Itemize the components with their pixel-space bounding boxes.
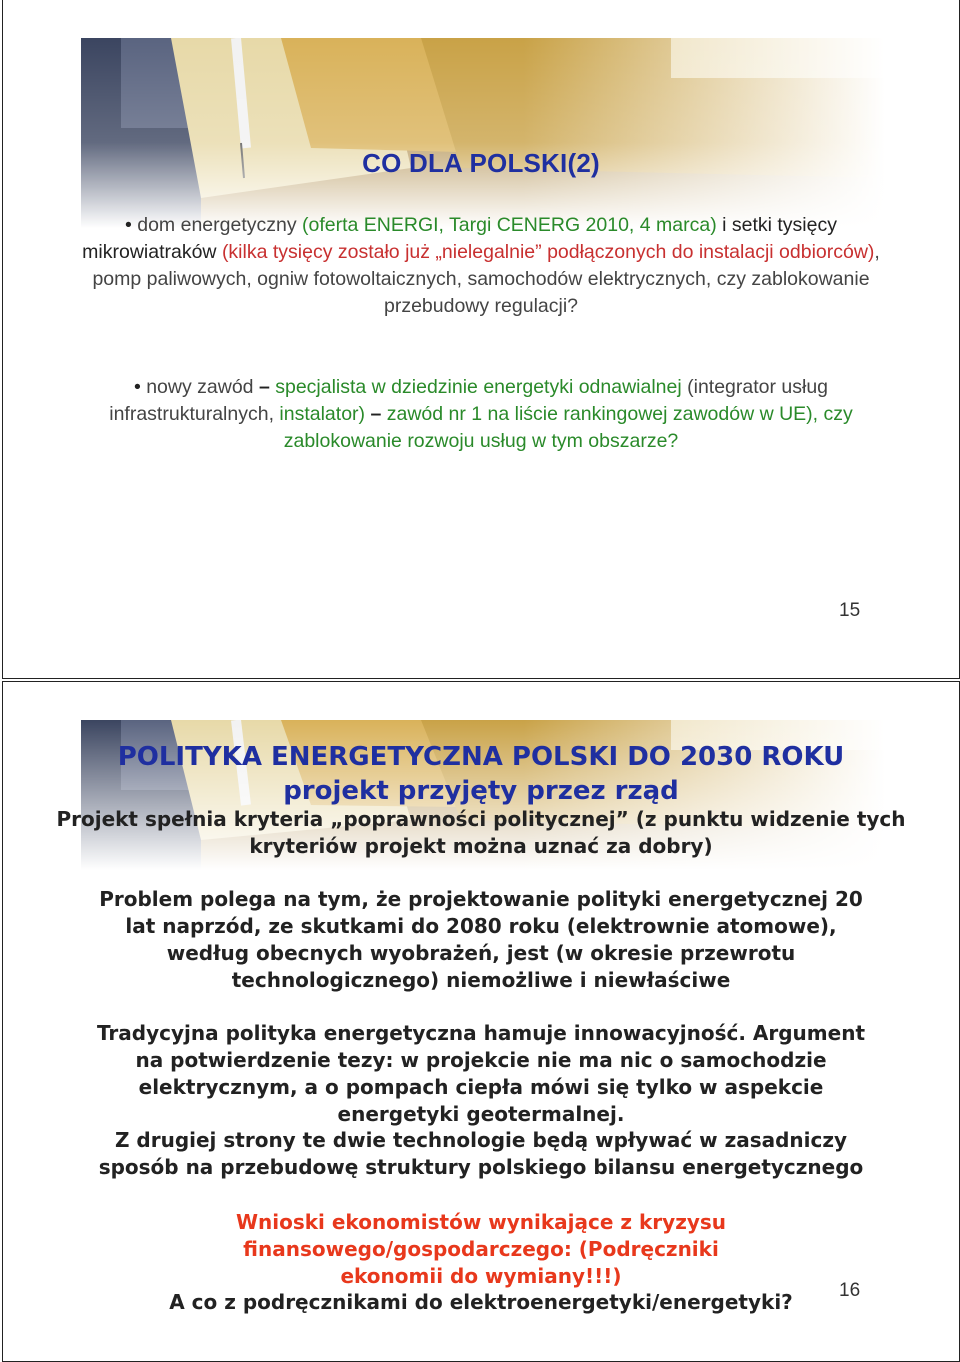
paragraph-2: Problem polega na tym, że projektowanie polityki energetycznej 20 lat naprzód, ze skutkami do 2080 roku (elektrownie atomowe), według obecnych wyobrażeń, jest (w okresie przewrotu technologicznego) niemożliwe i niewłaściwe [99, 887, 863, 992]
text-segment: (integrator usług infrastrukturalnych, [109, 376, 829, 425]
stationery-photo-icon [81, 38, 885, 228]
slide-title: CO DLA POLSKI(2) [362, 148, 600, 178]
dash: – [258, 376, 276, 398]
header-photo [81, 38, 885, 228]
text-segment: nowy zawód [140, 376, 259, 398]
slide-15 [2, 0, 960, 679]
bullet-marker: • [133, 376, 141, 398]
slide-title-line-1: POLITYKA ENERGETYCZNA POLSKI DO 2030 ROKU [117, 742, 845, 772]
paragraph-1: Projekt spełnia kryteria „poprawności politycznej” (z punktu widzenie tych kryteriów projekt można uznać za dobry) [56, 807, 906, 858]
bullet-paragraph-2 [63, 374, 899, 455]
page-number: 15 [839, 600, 861, 621]
slide-title-line-2: projekt przyjęty przez rząd [283, 776, 679, 806]
conclusion-text: Wnioski ekonomistów wynikające z kryzysu finansowego/gospodarczego: (Podręczniki ekonomii do wymiany!!!) [235, 1210, 727, 1288]
paragraph-3: Tradycyjna polityka energetyczna hamuje innowacyjność. Argument na potwierdzenie tezy: w projekcie nie ma nic o samochodzie elektrycznym, a o pompach ciepła mówi się tylko w aspekcie energetyki geotermalnej. [96, 1021, 866, 1126]
page-number: 16 [839, 1280, 861, 1301]
text-segment-green: zawód nr 1 na liście rankingowej zawodów w UE), czy zablokowanie rozwoju usług w tym obszarze? [283, 403, 853, 452]
text-segment-green: (oferta ENERGI, Targi CENERG 2010, 4 marca) [302, 214, 717, 236]
text-segment: i setki tysięcy mikrowiatraków [82, 214, 837, 263]
text-segment-green: specjalista w dziedzinie energetyki odnawialnej [275, 376, 682, 398]
text-segment: , pomp paliwowych, ogniw fotowoltaicznych, samochodów elektrycznych, czy zablokowanie przebudowy regulacji? [92, 241, 880, 317]
closing-question: A co z podręcznikami do elektroenergetyki/energetyki? [169, 1290, 793, 1314]
slide-16 [2, 681, 960, 1362]
dash: – [370, 403, 387, 425]
text-segment-green: instalator) [279, 403, 371, 425]
bullet-paragraph-1 [63, 212, 899, 320]
paragraph-4: Z drugiej strony te dwie technologie będą wpływać w zasadniczy sposób na przebudowę struktury polskiego bilansu energetycznego [98, 1128, 864, 1179]
text-segment: dom energetyczny [131, 214, 302, 236]
text-segment-red: (kilka tysięcy zostało już „nielegalnie” podłączonych do instalacji odbiorców) [221, 241, 875, 263]
bullet-marker: • [125, 214, 132, 236]
